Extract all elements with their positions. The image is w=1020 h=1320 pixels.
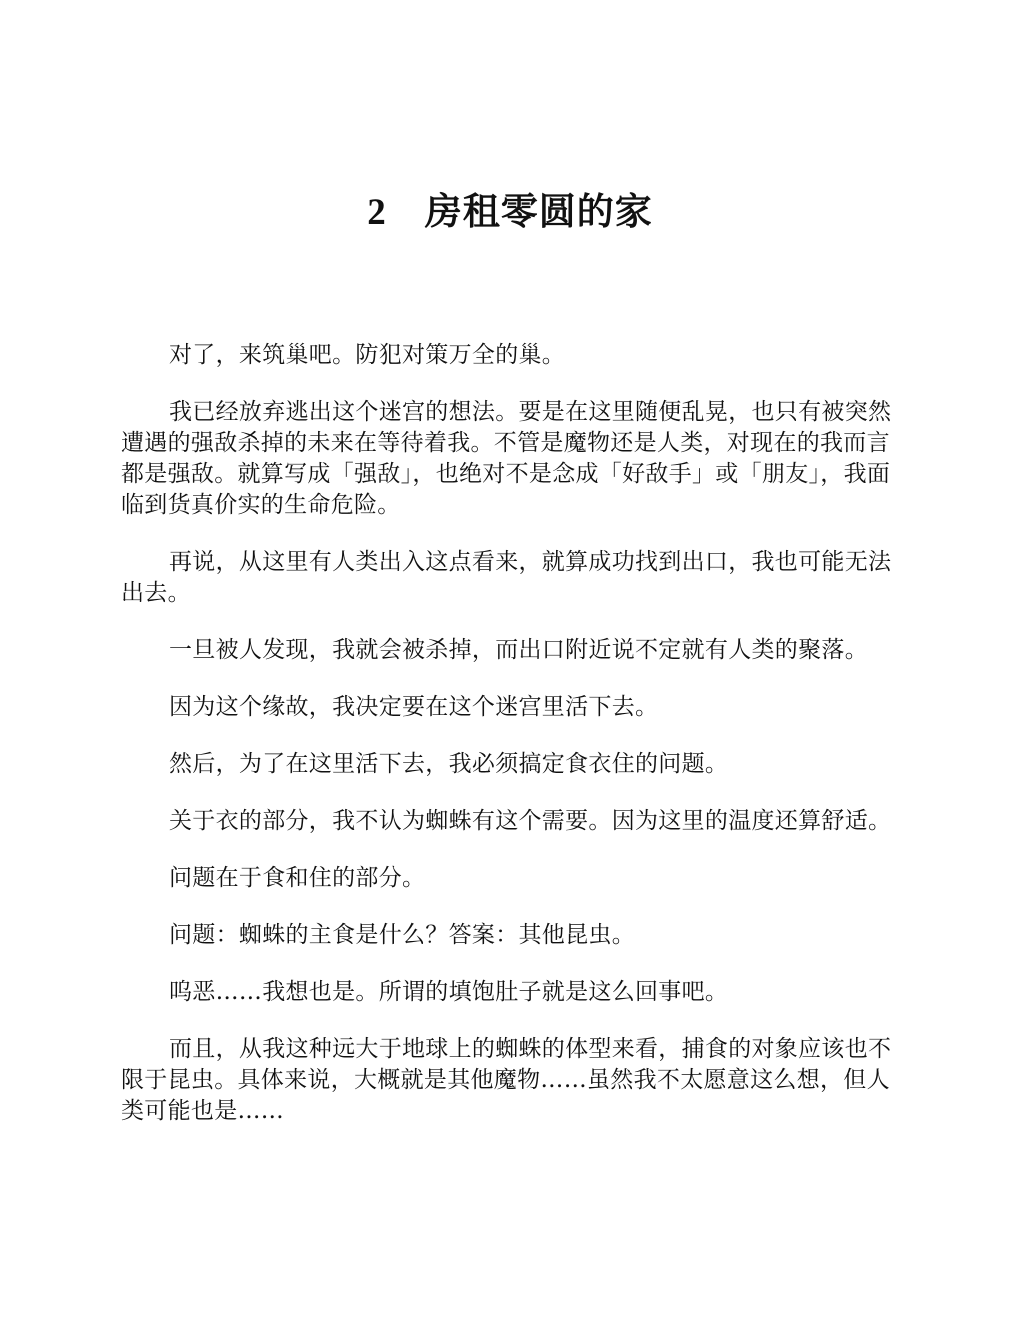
chapter-number: 2 [367,191,387,233]
paragraph: 关于衣的部分，我不认为蜘蛛有这个需要。因为这里的温度还算舒适。 [169,808,892,834]
paragraph: 而且，从我这种远大于地球上的蜘蛛的体型来看，捕食的对象应该也不限于昆虫。具体来说，大概就是其他魔物……虽然我不太愿意这么想，但人类可能也是…… [121,1036,892,1124]
body-text [121,340,897,1153]
chapter-name: 房租零圆的家 [424,188,653,233]
paragraph: 一旦被人发现，我就会被杀掉，而出口附近说不定就有人类的聚落。 [169,637,868,663]
paragraph: 问题：蜘蛛的主食是什么？答案：其他昆虫。 [169,922,635,948]
paragraph: 我已经放弃逃出这个迷宫的想法。要是在这里随便乱晃，也只有被突然遭遇的强敌杀掉的未来在等待着我。不管是魔物还是人类，对现在的我而言都是强敌。就算写成「强敌」，也绝对不是念成「好敌手」或「朋友」，我面临到货真价实的生命危险。 [121,399,892,518]
paragraph: 问题在于食和住的部分。 [169,865,426,891]
chapter-title [0,185,1020,239]
paragraph: 呜恶……我想也是。所谓的填饱肚子就是这么回事吧。 [169,979,729,1005]
paragraph: 对了，来筑巢吧。防犯对策万全的巢。 [169,342,566,368]
paragraph: 再说，从这里有人类出入这点看来，就算成功找到出口，我也可能无法出去。 [121,549,892,606]
paragraph: 然后，为了在这里活下去，我必须搞定食衣住的问题。 [169,751,729,777]
paragraph: 因为这个缘故，我决定要在这个迷宫里活下去。 [169,694,659,720]
